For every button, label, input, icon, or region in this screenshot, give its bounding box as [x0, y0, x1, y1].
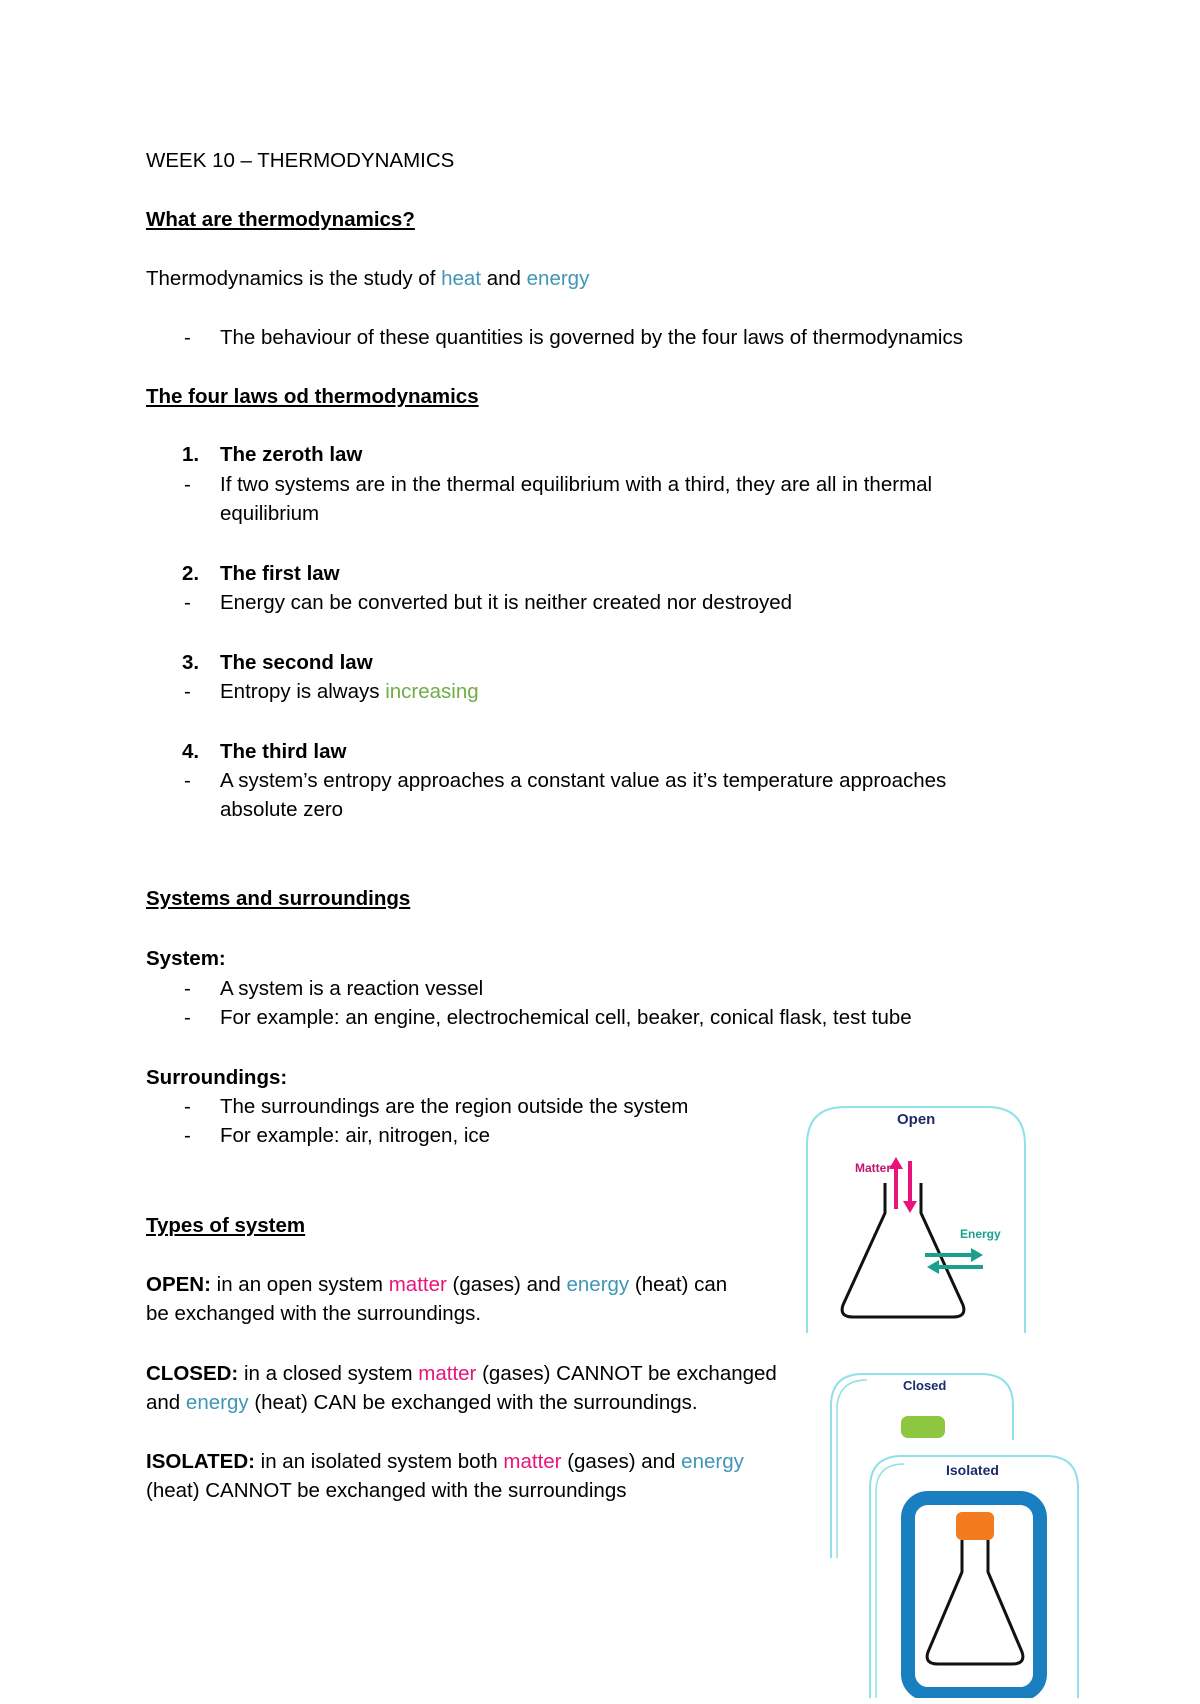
bullet-dash: - [184, 680, 191, 703]
bullet-dash: - [184, 1095, 191, 1118]
closed-paragraph [146, 1361, 777, 1387]
surroundings-bullet: For example: air, nitrogen, ice [220, 1124, 491, 1147]
increasing-term: increasing [385, 680, 479, 703]
closed-label: CLOSED: [146, 1362, 239, 1385]
law-title: The first law [220, 562, 340, 585]
energy-term: energy [185, 1391, 249, 1414]
bullet-dash: - [184, 977, 191, 1000]
law-title: The second law [220, 651, 373, 674]
law-number: 2. [182, 562, 200, 585]
heat-term: heat [441, 267, 482, 290]
isolated-text: in an isolated system both [260, 1450, 498, 1473]
intro-text: Thermodynamics is the study of [146, 267, 436, 290]
bullet-dash: - [184, 326, 191, 349]
matter-term: matter [503, 1450, 562, 1473]
law-number: 4. [182, 740, 200, 763]
open-text: in an open system [216, 1273, 384, 1296]
open-paragraph-cont: be exchanged with the surroundings. [146, 1302, 482, 1325]
bullet-text: The behaviour of these quantities is governed by the four laws of thermodynamics [220, 326, 963, 349]
system-bullet: For example: an engine, electrochemical cell, beaker, conical flask, test tube [220, 1006, 912, 1029]
open-diagram-graphic [805, 1105, 1027, 1335]
open-system-diagram [805, 1105, 1027, 1335]
isolated-paragraph-cont: (heat) CANNOT be exchanged with the surroundings [146, 1479, 627, 1502]
bullet-dash: - [184, 1006, 191, 1029]
law-description [220, 679, 479, 705]
section-heading-systems: Systems and surroundings [146, 887, 411, 910]
intro-paragraph [146, 266, 589, 292]
page-title: WEEK 10 – THERMODYNAMICS [146, 149, 455, 172]
closed-text: and [146, 1391, 181, 1414]
system-label: System: [146, 947, 226, 970]
law-description: If two systems are in the thermal equilibrium with a third, they are all in thermal [220, 473, 933, 496]
section-heading-four-laws: The four laws od thermodynamics [146, 385, 479, 408]
isolated-label: ISOLATED: [146, 1450, 255, 1473]
isolated-text: (gases) and [567, 1450, 676, 1473]
closed-text: in a closed system [243, 1362, 413, 1385]
isolated-diagram-graphic [868, 1452, 1080, 1698]
law-title: The third law [220, 740, 347, 763]
bullet-dash: - [184, 591, 191, 614]
energy-term: energy [681, 1450, 744, 1473]
bullet-dash: - [184, 1124, 191, 1147]
bullet-dash: - [184, 473, 191, 496]
law-number: 3. [182, 651, 200, 674]
closed-text: (heat) CAN be exchanged with the surroundings. [254, 1391, 698, 1414]
surroundings-bullet: The surroundings are the region outside the system [220, 1095, 689, 1118]
matter-label: Matter [855, 1161, 892, 1175]
section-heading-what-are: What are thermodynamics? [146, 208, 415, 231]
bullet-dash: - [184, 769, 191, 792]
open-text: (gases) and [452, 1273, 561, 1296]
open-diagram-title: Open [897, 1111, 936, 1128]
matter-term: matter [388, 1273, 447, 1296]
isolated-paragraph [146, 1449, 744, 1475]
section-heading-types: Types of system [146, 1214, 306, 1237]
law-description-text: Entropy is always [220, 680, 380, 703]
matter-term: matter [418, 1362, 477, 1385]
law-title: The zeroth law [220, 443, 363, 466]
closed-paragraph-cont [146, 1390, 698, 1416]
system-bullet: A system is a reaction vessel [220, 977, 484, 1000]
isolated-diagram-title: Isolated [946, 1462, 999, 1478]
open-text: (heat) can [634, 1273, 728, 1296]
isolated-system-diagram [868, 1452, 1080, 1698]
law-description: Energy can be converted but it is neither created nor destroyed [220, 591, 793, 614]
energy-label: Energy [960, 1227, 1001, 1241]
open-label: OPEN: [146, 1273, 211, 1296]
intro-and: and [486, 267, 521, 290]
law-description-cont: absolute zero [220, 798, 344, 821]
law-description: A system’s entropy approaches a constant value as it’s temperature approaches [220, 769, 947, 792]
law-description-cont: equilibrium [220, 502, 320, 525]
closed-text: (gases) CANNOT be exchanged [482, 1362, 777, 1385]
closed-diagram-title: Closed [903, 1378, 947, 1393]
energy-term: energy [566, 1273, 630, 1296]
energy-term: energy [526, 267, 590, 290]
surroundings-label: Surroundings: [146, 1066, 288, 1089]
open-paragraph [146, 1272, 727, 1298]
law-number: 1. [182, 443, 200, 466]
